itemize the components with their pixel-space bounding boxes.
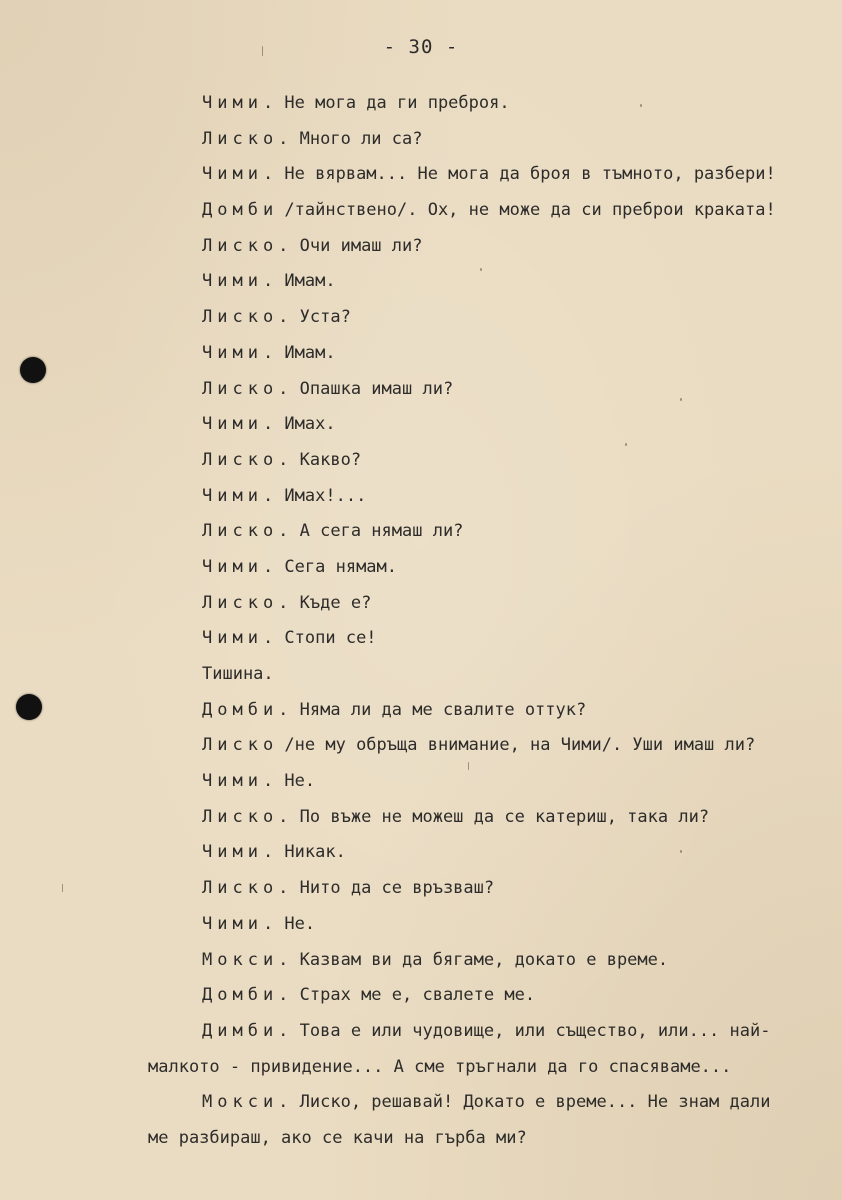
line-text: Не.: [274, 913, 316, 934]
dialogue-line: [0, 1050, 842, 1086]
dialogue-line: [0, 943, 842, 979]
speaker-name: Чими.: [202, 556, 279, 577]
speaker-name: Лиско.: [202, 307, 294, 328]
line-text: Опашка имаш ли?: [289, 378, 454, 399]
speaker-name: Чими.: [202, 842, 279, 863]
line-text: Имам.: [274, 271, 336, 292]
speaker-name: Чими.: [202, 414, 279, 435]
script-text: [0, 86, 842, 1157]
dialogue-line: [0, 122, 842, 158]
speaker-name: Чими.: [202, 93, 279, 113]
dialogue-line: [0, 86, 842, 122]
speaker-name: Мокси.: [202, 1092, 294, 1113]
line-text: По въже не можеш да се катериш, така ли?: [289, 806, 710, 827]
line-text: Не вярвам... Не мога да броя в тъмното, разбери!: [274, 164, 776, 185]
dialogue-line: [0, 1085, 842, 1121]
dialogue-line: [0, 657, 842, 693]
speaker-name: Димби.: [202, 1020, 294, 1041]
line-text: Имам.: [274, 342, 336, 363]
speaker-name: Чими.: [202, 164, 279, 185]
speaker-name: Домби.: [202, 985, 294, 1006]
line-text: Много ли са?: [289, 128, 423, 149]
line-text: Не мога да ги преброя.: [274, 93, 510, 113]
dialogue-line: [0, 193, 842, 229]
line-text: Имах.: [274, 414, 336, 435]
speaker-name: Лиско.: [202, 378, 294, 399]
dialogue-line: [0, 764, 842, 800]
dialogue-line: [0, 586, 842, 622]
speaker-name: Лиско: [202, 735, 279, 756]
speaker-name: Чими.: [202, 271, 279, 292]
line-text: Къде е?: [289, 592, 372, 613]
dialogue-line: [0, 1014, 842, 1050]
line-text: Какво?: [289, 449, 362, 470]
page-number: - 30 -: [383, 36, 459, 58]
dialogue-line: [0, 443, 842, 479]
speaker-name: Лиско.: [202, 128, 294, 149]
line-text: Не.: [274, 771, 316, 792]
line-text: Стопи се!: [274, 628, 377, 649]
dialogue-line: [0, 728, 842, 764]
dialogue-line: [0, 336, 842, 372]
line-text: малкото - привидение... А сме тръгнали да го спасяваме...: [148, 1056, 732, 1077]
line-text: ме разбираш, ако се качи на гърба ми?: [148, 1127, 527, 1148]
line-text: Уста?: [289, 307, 351, 328]
dialogue-line: [0, 800, 842, 836]
dialogue-line: [0, 407, 842, 443]
dialogue-line: [0, 264, 842, 300]
speaker-name: Лиско.: [202, 878, 294, 899]
speaker-name: Чими.: [202, 628, 279, 649]
dialogue-line: [0, 550, 842, 586]
speaker-name: Чими.: [202, 485, 279, 506]
dialogue-line: [0, 1121, 842, 1157]
line-text: /не му обръща внимание, на Чими/. Уши имаш ли?: [274, 735, 756, 756]
speaker-name: Лиско.: [202, 449, 294, 470]
paper-speck: [262, 46, 263, 56]
dialogue-line: [0, 514, 842, 550]
speaker-name: Домби: [202, 200, 279, 221]
line-text: Очи имаш ли?: [289, 235, 423, 256]
line-text: Сега нямам.: [274, 556, 398, 577]
dialogue-line: [0, 372, 842, 408]
dialogue-line: [0, 907, 842, 943]
speaker-name: Мокси.: [202, 949, 294, 970]
dialogue-line: [0, 479, 842, 515]
dialogue-line: [0, 871, 842, 907]
line-text: Няма ли да ме свалите оттук?: [289, 699, 587, 720]
dialogue-line: [0, 157, 842, 193]
speaker-name: Домби.: [202, 699, 294, 720]
speaker-name: Чими.: [202, 913, 279, 934]
speaker-name: Чими.: [202, 342, 279, 363]
line-text: Лиско, решавай! Докато е време... Не знам дали: [289, 1092, 771, 1113]
line-text: Това е или чудовище, или същество, или... най-: [289, 1020, 771, 1041]
speaker-name: Лиско.: [202, 521, 294, 542]
line-text: /тайнствено/. Ох, не може да си преброи краката!: [274, 200, 776, 221]
dialogue-line: [0, 621, 842, 657]
speaker-name: Лиско.: [202, 806, 294, 827]
line-text: Страх ме е, свалете ме.: [289, 985, 536, 1006]
dialogue-line: [0, 978, 842, 1014]
line-text: Казвам ви да бягаме, докато е време.: [289, 949, 669, 970]
line-text: Никак.: [274, 842, 346, 863]
dialogue-line: [0, 300, 842, 336]
dialogue-line: [0, 835, 842, 871]
dialogue-line: [0, 229, 842, 265]
speaker-name: Лиско.: [202, 592, 294, 613]
speaker-name: Лиско.: [202, 235, 294, 256]
line-text: Нито да се връзваш?: [289, 878, 495, 899]
line-text: Тишина.: [202, 664, 274, 684]
speaker-name: Чими.: [202, 771, 279, 792]
line-text: А сега нямаш ли?: [289, 521, 464, 542]
line-text: Имах!...: [274, 485, 367, 506]
dialogue-line: [0, 693, 842, 729]
